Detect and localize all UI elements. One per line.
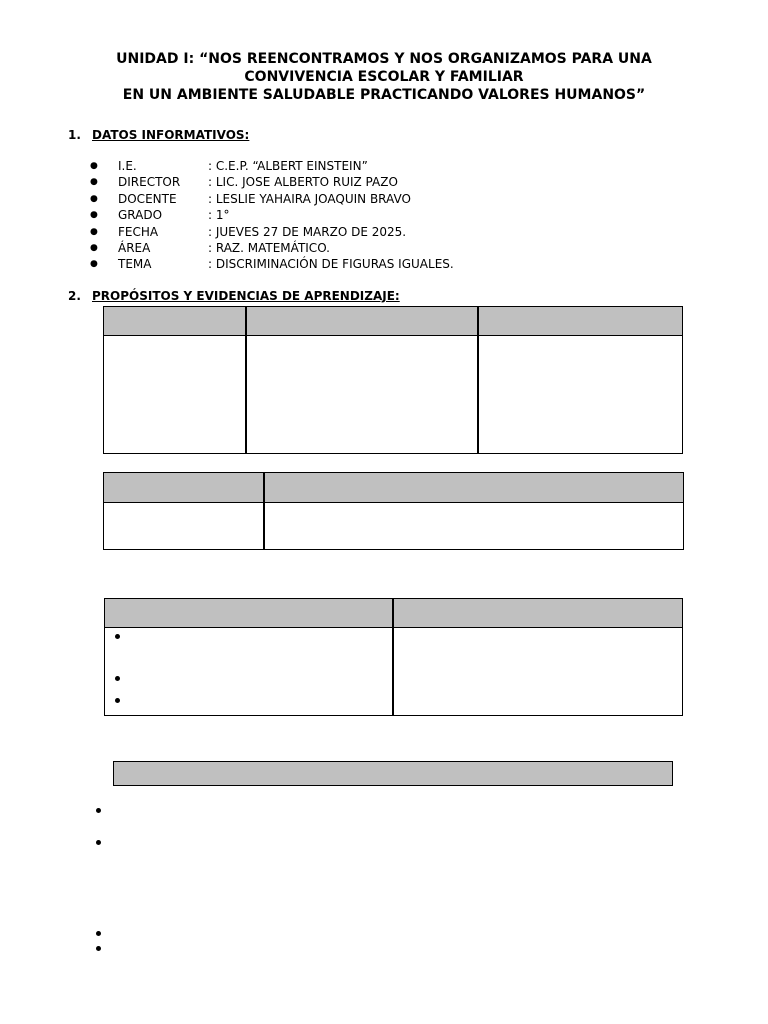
section-1-title: DATOS INFORMATIVOS: [92, 128, 250, 142]
bullet-icon: ● [90, 259, 98, 270]
section-1-number: 1. [68, 128, 81, 142]
column-divider [392, 599, 394, 715]
bullet-icon [115, 676, 120, 681]
section-bar [113, 761, 673, 786]
bullet-icon: ● [90, 193, 98, 204]
section-2-heading [68, 289, 400, 303]
bullet-icon [96, 931, 101, 936]
column-divider [477, 307, 479, 453]
section-2-title: PROPÓSITOS Y EVIDENCIAS DE APRENDIZAJE: [92, 289, 400, 303]
document-title [0, 50, 768, 104]
info-label: DOCENTE [118, 191, 177, 206]
info-value: : LIC. JOSE ALBERTO RUIZ PAZO [208, 175, 398, 190]
bullet-icon [96, 808, 101, 813]
info-item-area [90, 240, 454, 256]
info-item-tema [90, 256, 454, 272]
evidence-table [104, 598, 683, 716]
section-1-heading [68, 128, 249, 142]
info-item-director [90, 174, 454, 190]
bullet-icon [96, 946, 101, 951]
info-label: TEMA [118, 257, 152, 272]
column-divider [263, 473, 265, 549]
info-label: GRADO [118, 208, 163, 223]
evidence-table-header [105, 599, 682, 628]
info-label: I.E. [118, 159, 137, 173]
column-divider [245, 307, 247, 453]
bullet-icon: ● [90, 243, 98, 254]
info-value: : LESLIE YAHAIRA JOAQUIN BRAVO [208, 191, 411, 206]
info-value: : 1° [208, 208, 230, 223]
title-line-3: EN UN AMBIENTE SALUDABLE PRACTICANDO VALORES HUMANOS” [122, 87, 646, 103]
bullet-icon: ● [90, 177, 98, 188]
title-line-1: UNIDAD I: “NOS REENCONTRAMOS Y NOS ORGANIZAMOS PARA UNA [116, 51, 652, 67]
bullet-icon [115, 634, 120, 639]
section-2-number: 2. [68, 289, 81, 303]
info-item-fecha [90, 224, 454, 240]
bullet-icon: ● [90, 226, 98, 237]
bullet-icon: ● [90, 161, 98, 171]
info-value: : C.E.P. “ALBERT EINSTEIN” [208, 159, 368, 173]
info-item-docente [90, 191, 454, 207]
info-value: : RAZ. MATEMÁTICO. [208, 241, 330, 256]
info-label: DIRECTOR [118, 175, 181, 190]
purposes-table [103, 306, 683, 454]
info-label: ÁREA [118, 241, 151, 256]
info-item-ie [90, 158, 454, 174]
competencies-table-header [104, 473, 683, 503]
info-list [90, 158, 454, 273]
bullet-icon [96, 840, 101, 845]
purposes-table-header [104, 307, 682, 336]
info-value: : JUEVES 27 DE MARZO DE 2025. [208, 224, 407, 239]
title-line-2: CONVIVENCIA ESCOLAR Y FAMILIAR [244, 69, 524, 85]
info-item-grado [90, 207, 454, 223]
info-value: : DISCRIMINACIÓN DE FIGURAS IGUALES. [208, 257, 454, 272]
competencies-table [103, 472, 684, 550]
bullet-icon: ● [90, 210, 98, 221]
bullet-icon [115, 698, 120, 703]
info-label: FECHA [118, 224, 159, 239]
